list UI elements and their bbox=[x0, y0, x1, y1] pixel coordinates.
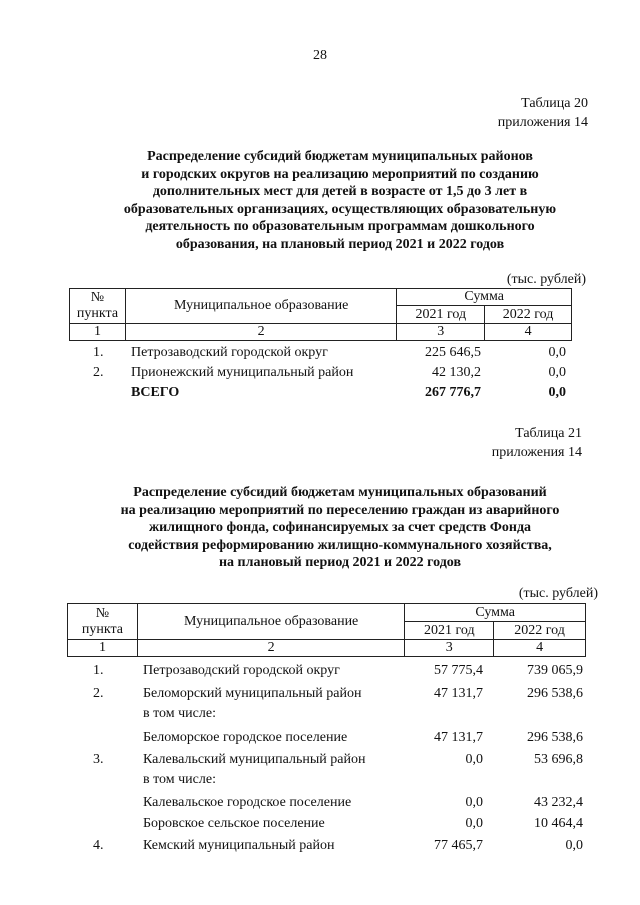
header-year-2022: 2022 год bbox=[485, 306, 572, 324]
header-col-4: 4 bbox=[494, 640, 586, 657]
row-municipality: Калевальское городское поселение bbox=[143, 795, 352, 810]
header-municipality: Муниципальное образование bbox=[137, 604, 404, 640]
header-year-2022: 2022 год bbox=[494, 622, 586, 640]
row-value-2021: 225 646,5 bbox=[425, 345, 481, 360]
header-year-2021: 2021 год bbox=[405, 622, 494, 640]
row-number: 2. bbox=[93, 365, 104, 380]
table21-title bbox=[80, 484, 600, 572]
table21-ref-line1: Таблица 21 bbox=[515, 426, 582, 441]
table-row bbox=[0, 729, 640, 747]
row-municipality: Беломорский муниципальный район bbox=[143, 686, 362, 701]
total-value-2021: 267 776,7 bbox=[425, 385, 481, 400]
table20-title-line: дополнительных мест для детей в возрасте от 1,5 до 3 лет в bbox=[152, 184, 528, 199]
table-row bbox=[0, 771, 640, 789]
header-col-2: 2 bbox=[137, 640, 404, 657]
header-item-number: № пункта bbox=[68, 604, 138, 640]
table21-ref-line2: приложения 14 bbox=[491, 445, 582, 460]
row-value-2022: 739 065,9 bbox=[527, 663, 583, 678]
table21-title-line: содействия реформированию жилищно-коммунального хозяйства, bbox=[128, 537, 552, 553]
page-number: 28 bbox=[313, 48, 327, 63]
table20-title-line: образования, на плановый период 2021 и 2022 годов bbox=[175, 236, 505, 252]
row-value-2022: 0,0 bbox=[548, 365, 566, 380]
row-value-2022: 10 464,4 bbox=[534, 816, 583, 831]
table21-title-line: Распределение субсидий бюджетам муниципальных образований bbox=[133, 485, 547, 500]
table-row bbox=[0, 815, 640, 833]
table20-reference bbox=[498, 94, 588, 132]
row-value-2022: 296 538,6 bbox=[527, 730, 583, 745]
row-value-2022: 0,0 bbox=[548, 345, 566, 360]
table-row bbox=[0, 364, 640, 382]
header-col-4: 4 bbox=[485, 324, 572, 341]
header-col-2: 2 bbox=[125, 324, 396, 341]
row-municipality: Кемский муниципальный район bbox=[143, 838, 335, 853]
row-number: 4. bbox=[93, 838, 104, 853]
row-number: 1. bbox=[93, 663, 104, 678]
header-col-3: 3 bbox=[405, 640, 494, 657]
row-municipality: Калевальский муниципальный район bbox=[143, 752, 366, 767]
row-value-2021: 0,0 bbox=[465, 795, 483, 810]
table20-ref-line1: Таблица 20 bbox=[521, 96, 588, 111]
table-row bbox=[0, 751, 640, 769]
row-value-2022: 0,0 bbox=[565, 838, 583, 853]
table-row bbox=[0, 705, 640, 723]
table-row bbox=[0, 794, 640, 812]
row-value-2021: 0,0 bbox=[465, 816, 483, 831]
header-col-1: 1 bbox=[68, 640, 138, 657]
row-municipality: Петрозаводский городской округ bbox=[131, 345, 328, 360]
header-col-3: 3 bbox=[397, 324, 485, 341]
row-value-2021: 47 131,7 bbox=[434, 686, 483, 701]
table20-title bbox=[100, 148, 580, 253]
header-sum: Сумма bbox=[397, 289, 572, 306]
row-value-2021: 77 465,7 bbox=[434, 838, 483, 853]
total-label: ВСЕГО bbox=[131, 385, 180, 400]
header-sum: Сумма bbox=[405, 604, 586, 622]
table-row bbox=[0, 344, 640, 362]
table21-title-line: жилищного фонда, софинансируемых за счет средств Фонда bbox=[148, 520, 532, 535]
table-total-row bbox=[0, 384, 640, 402]
row-value-2022: 53 696,8 bbox=[534, 752, 583, 767]
row-municipality: в том числе: bbox=[143, 772, 216, 787]
row-municipality: Беломорское городское поселение bbox=[143, 730, 348, 745]
table20-header bbox=[69, 288, 572, 341]
row-number: 2. bbox=[93, 686, 104, 701]
table21-reference bbox=[492, 424, 582, 462]
row-municipality: в том числе: bbox=[143, 706, 216, 721]
row-value-2021: 0,0 bbox=[465, 752, 483, 767]
row-value-2021: 57 775,4 bbox=[434, 663, 483, 678]
table-row bbox=[0, 685, 640, 703]
header-item-number: № пункта bbox=[70, 289, 126, 324]
row-municipality: Боровское сельское поселение bbox=[143, 816, 325, 831]
header-year-2021: 2021 год bbox=[397, 306, 485, 324]
table20-title-line: и городских округов на реализацию мероприятий по созданию bbox=[141, 166, 539, 182]
table20-title-line: деятельность по образовательным программам дошкольного bbox=[145, 219, 535, 234]
row-municipality: Прионежский муниципальный район bbox=[131, 365, 354, 380]
table20-ref-line2: приложения 14 bbox=[497, 115, 588, 130]
row-value-2022: 43 232,4 bbox=[534, 795, 583, 810]
row-value-2021: 42 130,2 bbox=[432, 365, 481, 380]
table21-header bbox=[67, 603, 586, 657]
row-value-2021: 47 131,7 bbox=[434, 730, 483, 745]
table20-units: (тыс. рублей) bbox=[506, 272, 586, 287]
table20-title-line: образовательных организациях, осуществляющих образовательную bbox=[123, 201, 557, 217]
table20-title-line: Распределение субсидий бюджетам муниципальных районов bbox=[147, 149, 533, 164]
header-municipality: Муниципальное образование bbox=[125, 289, 396, 324]
table21-title-line: на плановый период 2021 и 2022 годов bbox=[218, 555, 462, 570]
header-col-1: 1 bbox=[70, 324, 126, 341]
table21-title-line: на реализацию мероприятий по переселению граждан из аварийного bbox=[120, 502, 560, 518]
row-number: 1. bbox=[93, 345, 104, 360]
table21-units: (тыс. рублей) bbox=[518, 586, 598, 601]
row-value-2022: 296 538,6 bbox=[527, 686, 583, 701]
row-municipality: Петрозаводский городской округ bbox=[143, 663, 340, 678]
table-row bbox=[0, 662, 640, 680]
table-row bbox=[0, 837, 640, 855]
total-value-2022: 0,0 bbox=[548, 385, 566, 400]
row-number: 3. bbox=[93, 752, 104, 767]
